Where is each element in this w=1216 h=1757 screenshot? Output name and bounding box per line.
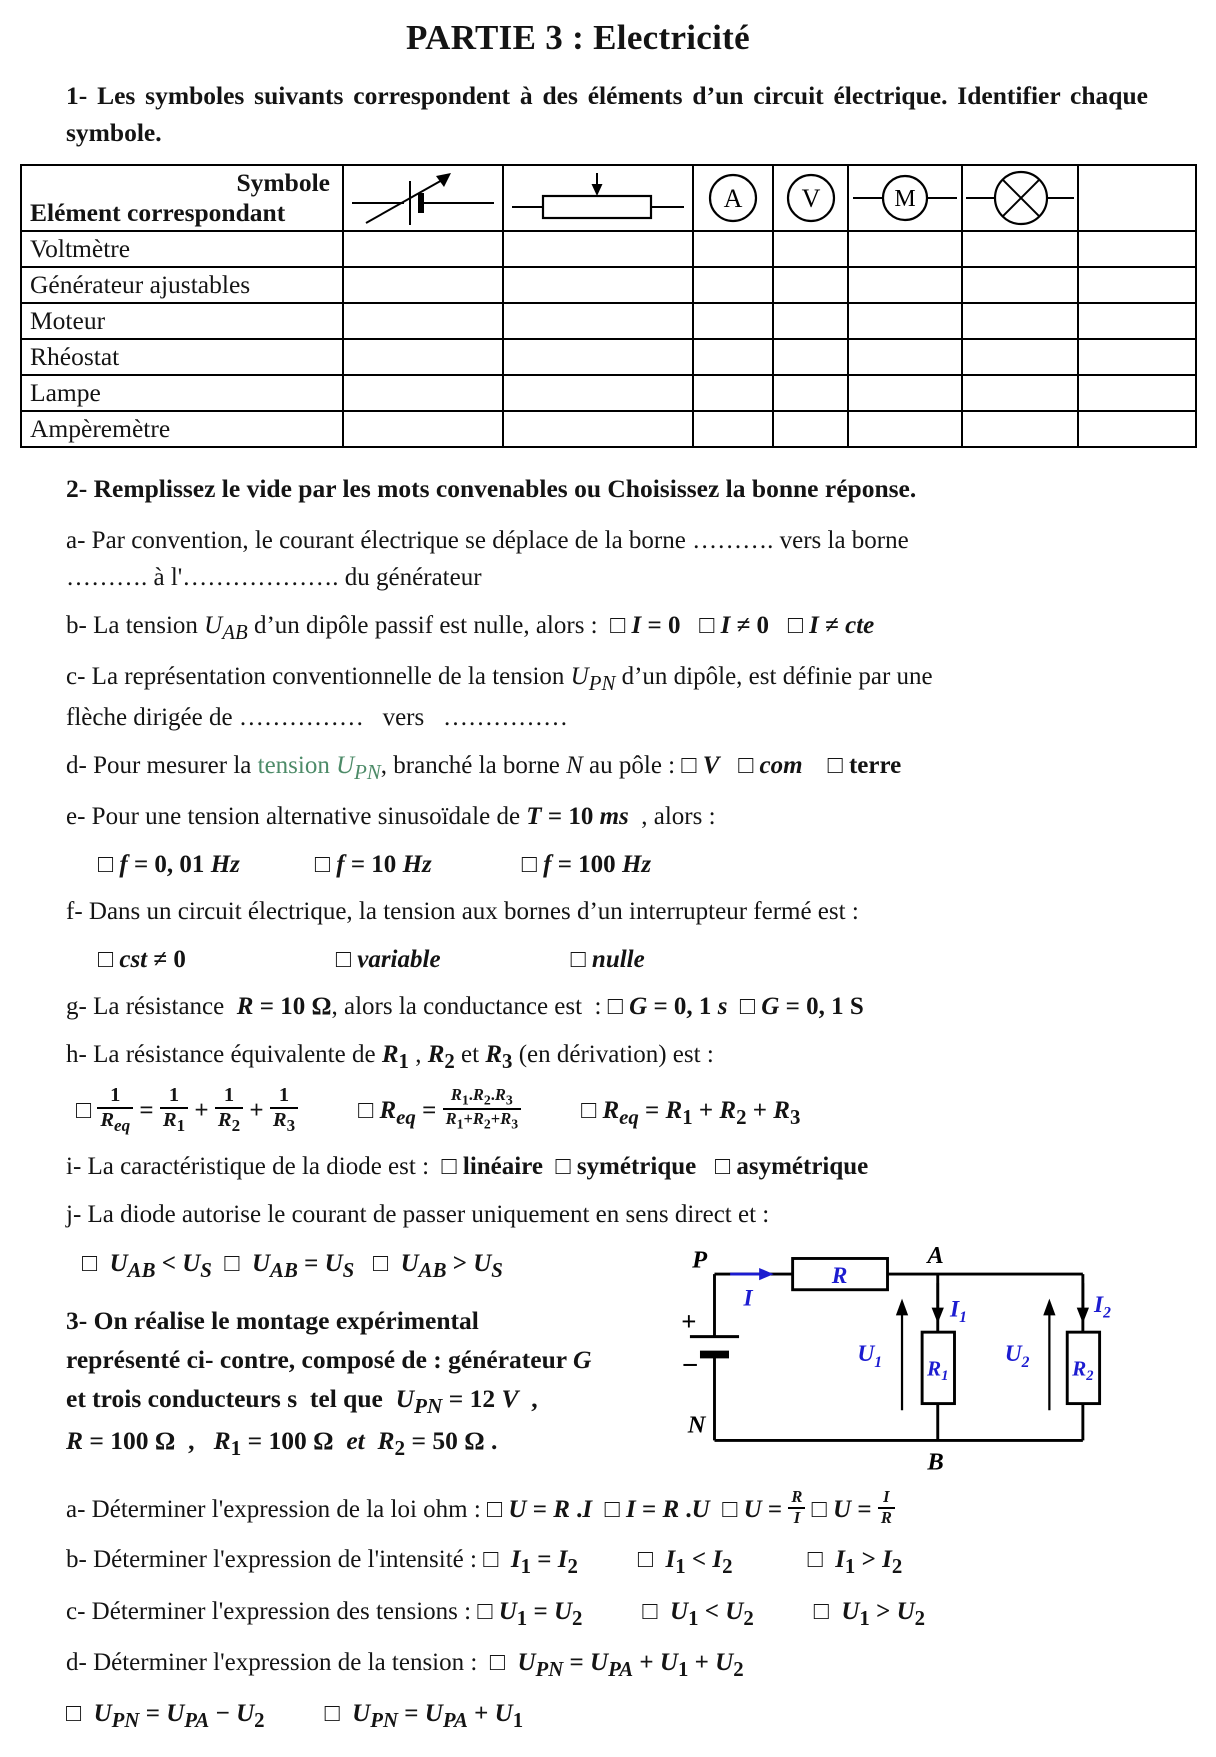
answer-cell: [693, 303, 773, 339]
symbol-cell-3: [693, 165, 773, 231]
voltmeter-letter: V: [801, 183, 820, 213]
q2-item-j-options: □ $U_{AB} < U_S$ □ $U_{AB} = U_S$ □ $U_{AB} > U_S$: [82, 1250, 503, 1283]
battery-plus-label: +: [681, 1305, 697, 1336]
table-row: [21, 231, 1196, 267]
answer-cell: [773, 303, 848, 339]
q2-heading: 2- Remplissez le vide par les mots convenables ou Choisissez la bonne réponse.: [66, 473, 917, 503]
answer-cell: [503, 411, 693, 447]
symbol-cell-5: [848, 165, 962, 231]
answer-cell: [1078, 375, 1196, 411]
answer-cell: [503, 375, 693, 411]
q2-item-f: f- Dans un circuit électrique, la tension aux bornes d’un interrupteur fermé est :: [66, 898, 859, 926]
answer-cell: [693, 375, 773, 411]
node-b-label: B: [927, 1448, 944, 1475]
node-n-label: N: [687, 1411, 706, 1439]
answer-cell: [1078, 411, 1196, 447]
page-title: PARTIE 3 : Electricité: [406, 18, 750, 57]
table-row: [21, 267, 1196, 303]
motor-letter: M: [894, 185, 916, 212]
answer-cell: [343, 411, 503, 447]
symbol-cell-empty: [1078, 165, 1196, 231]
answer-cell: [848, 339, 962, 375]
q2-item-e-options: □ f = 0, 01 Hz □ f = 10 Hz □ f = 100 Hz: [98, 850, 652, 878]
battery-minus-label: −: [681, 1349, 699, 1382]
row-label: Rhéostat: [21, 339, 343, 375]
node-p-label: P: [692, 1246, 708, 1274]
header-element-label: Elément correspondant: [30, 197, 286, 227]
motor-symbol: [851, 170, 959, 226]
answer-cell: [503, 303, 693, 339]
answer-cell: [962, 303, 1078, 339]
answer-cell: [343, 339, 503, 375]
q3-item-d-options: □ $U_{PN} = U_{PA} - U_2$ □ $U_{PN} = U_{PA} + U_1$: [66, 1699, 524, 1732]
q3-section: [66, 1243, 1178, 1481]
header-symbole-label: Symbole: [236, 167, 330, 197]
q2-item-h-options: □ $\frac{1}{R_{eq}}$ = $\frac{1}{R_1}$ + $\frac{1}{R_2}$ + $\frac{1}{R_3}$ □ $R_{eq}$ = $\frac{R_1.R_2.R_3}{R_1+R_2+R_3}$ □ $R_{eq} = R_1 + R_2 + R_3$: [76, 1083, 801, 1135]
q3-intro: 3- On réalise le montage expérimental représenté ci- contre, composé de : générateur G et trois conducteurs s tel que $U_{PN} = 12$ V , R = 100 Ω , $R_1 = 100$ Ω et $R_2 = 50$ Ω .: [66, 1306, 592, 1461]
q2-item-b: b- La tension $U_{AB}$ d’un dipôle passif est nulle, alors : □ I = 0 □ I ≠ 0 □ I ≠ cte: [66, 611, 875, 644]
answer-cell: [962, 339, 1078, 375]
circuit-figure: [681, 1243, 1178, 1481]
answer-cell: [693, 231, 773, 267]
answer-cell: [962, 411, 1078, 447]
answer-cell: [848, 267, 962, 303]
answer-cell: [848, 231, 962, 267]
answer-cell: [1078, 267, 1196, 303]
rheostat-symbol: [509, 171, 687, 225]
table-row: [21, 339, 1196, 375]
adjustable-generator-symbol: [348, 169, 498, 227]
circuit-diagram: [681, 1245, 1161, 1474]
q2-item-d: d- Pour mesurer la tension $U_{PN}$, branché la borne N au pôle : □ V □ com □ terre: [66, 751, 902, 784]
row-label: Ampèremètre: [21, 411, 343, 447]
answer-cell: [773, 375, 848, 411]
q1-intro: 1- Les symboles suivants correspondent à des éléments d’un circuit électrique. Identifier chaque symbole.: [66, 81, 1148, 147]
row-label: Lampe: [21, 375, 343, 411]
symbols-table: [20, 164, 1197, 448]
answer-cell: [773, 231, 848, 267]
q3-left-column: [66, 1243, 681, 1481]
symbol-cell-6: [962, 165, 1078, 231]
node-a-label: A: [927, 1245, 944, 1269]
q2-item-c: c- La représentation conventionnelle de la tension $U_{PN}$ d’un dipôle, est définie par une flèche dirigée de …………… vers ……………: [66, 663, 933, 732]
current-i-label: I: [743, 1285, 753, 1312]
symbol-cell-1: [343, 165, 503, 231]
answer-cell: [503, 339, 693, 375]
resistor-r-label: R: [831, 1263, 848, 1290]
lamp-symbol: [964, 168, 1076, 228]
resistor-r1-label: $R_1$: [927, 1356, 949, 1385]
answer-cell: [962, 231, 1078, 267]
table-row: [21, 303, 1196, 339]
voltmeter-symbol: [780, 170, 842, 226]
answer-cell: [1078, 339, 1196, 375]
answer-cell: [503, 267, 693, 303]
answer-cell: [343, 375, 503, 411]
q3-item-a: a- Déterminer l'expression de la loi ohm : □ U = R .I □ I = R .U □ U = $\frac{R}{I}$ □ U = $\frac{I}{R}$: [66, 1491, 1150, 1531]
answer-cell: [343, 231, 503, 267]
answer-cell: [773, 267, 848, 303]
answer-cell: [343, 303, 503, 339]
answer-cell: [693, 339, 773, 375]
answer-cell: [693, 267, 773, 303]
q2-item-e: e- Pour une tension alternative sinusoïdale de T = 10 ms , alors :: [66, 803, 716, 831]
q3-item-b: b- Déterminer l'expression de l'intensité : □ $I_1 = I_2$ □ $I_1 < I_2$ □ $I_1 > I_2$: [66, 1546, 903, 1579]
q2-item-i: i- La caractéristique de la diode est : □ linéaire □ symétrique □ asymétrique: [66, 1153, 869, 1181]
voltage-u2-label: $U_2$: [1004, 1341, 1030, 1371]
table-header-row: [21, 165, 1196, 231]
symbol-cell-4: [773, 165, 848, 231]
table-header-cell: [21, 165, 343, 231]
ammeter-letter: A: [723, 183, 743, 213]
answer-cell: [773, 339, 848, 375]
answer-cell: [1078, 303, 1196, 339]
answer-cell: [848, 411, 962, 447]
row-label: Générateur ajustables: [21, 267, 343, 303]
answer-cell: [962, 375, 1078, 411]
table-row: [21, 375, 1196, 411]
answer-cell: [848, 375, 962, 411]
current-i2-label: $I_2$: [1094, 1292, 1111, 1322]
symbol-cell-2: [503, 165, 693, 231]
current-i1-label: $I_1$: [950, 1296, 967, 1327]
voltage-u1-label: $U_1$: [857, 1341, 883, 1371]
answer-cell: [962, 267, 1078, 303]
table-row: [21, 411, 1196, 447]
q2-item-g: g- La résistance R = 10 Ω, alors la conductance est : □ G = 0, 1 s □ G = 0, 1 S: [66, 993, 864, 1021]
answer-cell: [343, 267, 503, 303]
q2-item-a: a- Par convention, le courant électrique se déplace de la borne ………. vers la borne ………. à l'………………. du générateur: [66, 526, 909, 592]
answer-cell: [773, 411, 848, 447]
answer-cell: [1078, 231, 1196, 267]
q2-item-f-options: □ cst ≠ 0 □ variable □ nulle: [98, 945, 645, 973]
resistor-r2-label: $R_2$: [1072, 1356, 1094, 1385]
q2-item-h: h- La résistance équivalente de $R_1$ , $R_2$ et $R_3$ (en dérivation) est :: [66, 1040, 714, 1073]
q3-item-d: d- Déterminer l'expression de la tension : □ $U_{PN} = U_{PA} + U_1 + U_2$: [66, 1648, 744, 1681]
row-label: Moteur: [21, 303, 343, 339]
row-label: Voltmètre: [21, 231, 343, 267]
answer-cell: [693, 411, 773, 447]
answer-cell: [503, 231, 693, 267]
answer-cell: [848, 303, 962, 339]
ammeter-symbol: [702, 170, 764, 226]
q2-item-j: j- La diode autorise le courant de passer uniquement en sens direct et :: [66, 1200, 770, 1228]
q3-item-c: c- Déterminer l'expression des tensions : □ $U_1 = U_2$ □ $U_1 < U_2$ □ $U_1 > U_2$: [66, 1597, 926, 1630]
